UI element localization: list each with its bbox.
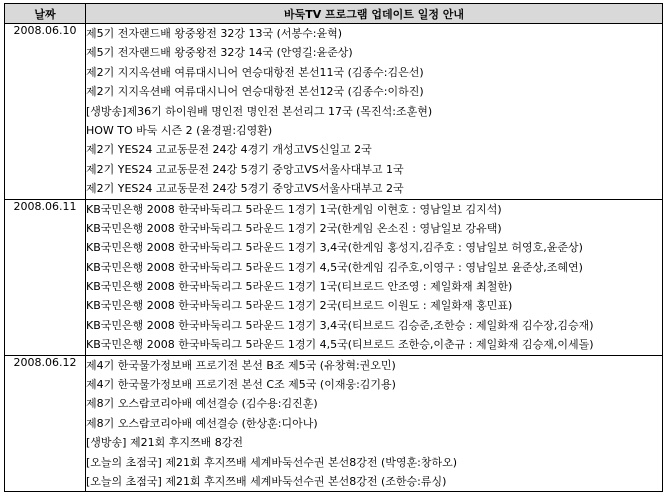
program-item: KB국민은행 2008 한국바둑리그 5라운드 1경기 4,5국(한게임 김주호,이영구 : 영남일보 윤준상,조혜연) [86, 260, 583, 274]
program-item: KB국민은행 2008 한국바둑리그 5라운드 1경기 2국(한게임 온소진 : 영남일보 강유택) [86, 221, 502, 235]
program-item: 제2기 YES24 고교동문전 24강 5경기 중앙고VS서울사대부고 1국 [86, 162, 404, 176]
program-item: 제2기 지지옥션배 여류대시니어 연승대항전 본선12국 (김종수:이하진) [86, 85, 424, 99]
program-list-cell [86, 355, 663, 492]
program-list [86, 356, 662, 492]
date-cell: 2008.06.11 [5, 199, 86, 355]
date-group-row [5, 355, 663, 492]
program-list [86, 24, 662, 199]
program-item: 제8기 오스람코리아배 예선결승 (김수용:김진훈) [86, 397, 318, 411]
program-item: KB국민은행 2008 한국바둑리그 5라운드 1경기 3,4국(한게임 홍성지,김주호 : 영남일보 허영호,윤준상) [86, 241, 583, 255]
program-item: 제8기 오스람코리아배 예선결승 (한상훈:디아나) [86, 416, 318, 430]
program-item: KB국민은행 2008 한국바둑리그 5라운드 1경기 3,4국(티브로드 김승준,조한승 : 제일화재 김수장,김승재) [86, 318, 594, 332]
program-item: [생방송]제36기 하이원배 명인전 명인전 본선리그 17국 (목진석:조훈현) [86, 104, 433, 118]
header-row [5, 4, 663, 24]
program-list-cell [86, 24, 663, 200]
date-column-header: 날짜 [5, 4, 86, 24]
program-item: 제4기 한국물가정보배 프로기전 본선 C조 제5국 (이재웅:김기용) [86, 378, 396, 392]
program-item: 제5기 전자랜드배 왕중왕전 32강 13국 (서봉수:윤혁) [86, 27, 343, 40]
date-cell: 2008.06.10 [5, 24, 86, 200]
program-item: 제2기 YES24 고교동문전 24강 4경기 개성고VS신일고 2국 [86, 143, 372, 157]
program-item: [오늘의 초점국] 제21회 후지쯔배 세계바둑선수권 본선8강전 (조한승:류싱) [86, 474, 447, 488]
schedule-title: 바둑TV 프로그램 업데이트 일정 안내 [86, 4, 663, 24]
program-item: [생방송] 제21회 후지쯔배 8강전 [86, 436, 243, 450]
program-item: 제4기 한국물가정보배 프로기전 본선 B조 제5국 (유창혁:권오민) [86, 358, 396, 372]
date-group-row [5, 199, 663, 355]
program-item: 제2기 지지옥션배 여류대시니어 연승대항전 본선11국 (김종수:김은선) [86, 65, 424, 79]
schedule-frame [4, 3, 662, 492]
program-item: 제5기 전자랜드배 왕중왕전 32강 14국 (안영길:윤준상) [86, 46, 353, 60]
program-item: [오늘의 초점국] 제21회 후지쯔배 세계바둑선수권 본선8강전 (박영훈:창하오) [86, 455, 457, 469]
schedule-table [4, 3, 663, 492]
schedule-body [5, 24, 663, 492]
program-item: KB국민은행 2008 한국바둑리그 5라운드 1경기 1국(한게임 이현호 : 영남일보 김지석) [86, 202, 502, 216]
program-item: KB국민은행 2008 한국바둑리그 5라운드 1경기 2국(티브로드 이원도 : 제일화재 홍민표) [86, 299, 513, 313]
program-item: HOW TO 바둑 시즌 2 (윤경필:김영환) [86, 123, 273, 137]
date-group-row [5, 24, 663, 200]
date-cell: 2008.06.12 [5, 355, 86, 492]
program-item: KB국민은행 2008 한국바둑리그 5라운드 1경기 1국(티브로드 안조영 : 제일화재 최철한) [86, 280, 513, 294]
program-item: 제2기 YES24 고교동문전 24강 5경기 중앙고VS서울사대부고 2국 [86, 182, 404, 196]
program-list-cell [86, 199, 663, 355]
program-item: KB국민은행 2008 한국바둑리그 5라운드 1경기 4,5국(티브로드 조한승,이춘규 : 제일화재 김승재,이세돌) [86, 338, 594, 352]
program-list [86, 200, 662, 355]
